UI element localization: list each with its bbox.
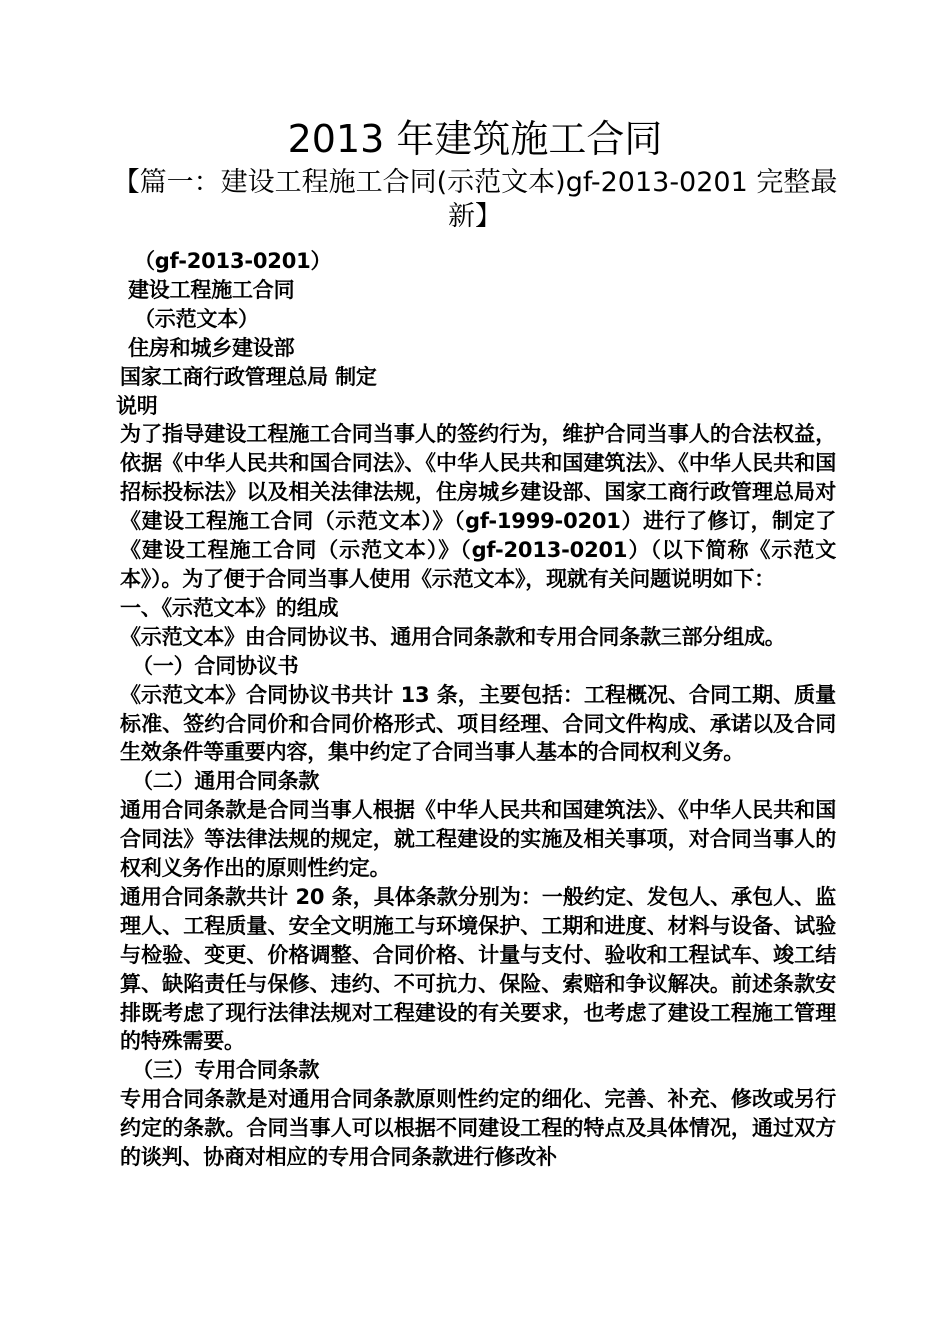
- part2-paragraph-2: 通用合同条款共计 20 条，具体条款分别为：一般约定、发包人、承包人、监理人、工程质量、安全文明施工与环境保护、工期和进度、材料与设备、试验与检验、变更、价格调整、合同价格、计量与支付、验收和工程试车、竣工结算、缺陷责任与保修、违约、不可抗力、保险、索赔和争议解决。前述条款安排既考虑了现行法律法规对工程建设的有关要求，也考虑了建设工程施工管理的特殊需要。: [120, 884, 836, 1054]
- sample-label: （示范文本）: [134, 306, 259, 331]
- ministry-name: 住房和城乡建设部: [128, 335, 295, 360]
- part2-heading: （二）通用合同条款: [132, 769, 320, 794]
- document-body: [116, 247, 836, 1172]
- part3-heading: （三）专用合同条款: [132, 1058, 320, 1083]
- part1-paragraph: 《示范文本》合同协议书共计 13 条，主要包括：工程概况、合同工期、质量标准、签约合同价和合同价格形式、项目经理、合同文件构成、承诺以及合同生效条件等重要内容，集中约定了合同当事人基本的合同权利义务。: [120, 682, 836, 765]
- document-subtitle: 【篇一：建设工程施工合同(示范文本)gf-2013-0201 完整最新】: [112, 167, 838, 232]
- contract-name: 建设工程施工合同: [128, 277, 295, 302]
- bureau-name: 国家工商行政管理总局 制定: [120, 364, 377, 389]
- intro-paragraph: 为了指导建设工程施工合同当事人的签约行为，维护合同当事人的合法权益，依据《中华人民共和国合同法》、《中华人民共和国建筑法》、《中华人民共和国招标投标法》以及相关法律法规，住房城乡建设部、国家工商行政管理总局对《建设工程施工合同（示范文本）》（gf-1999-0201）进行了修订，制定了《建设工程施工合同（示范文本）》（gf-2013-0201）（以下简称《示范文本》）。为了便于合同当事人使用《示范文本》，现就有关问题说明如下：: [120, 422, 836, 591]
- section1-heading: 一、《示范文本》的组成: [120, 595, 339, 620]
- part3-paragraph: 专用合同条款是对通用合同条款原则性约定的细化、完善、补充、修改或另行约定的条款。合同当事人可以根据不同建设工程的特点及具体情况，通过双方的谈判、协商对相应的专用合同条款进行修改补: [120, 1087, 836, 1170]
- explanation-heading: 说明: [116, 393, 158, 418]
- section1-paragraph: 《示范文本》由合同协议书、通用合同条款和专用合同条款三部分组成。: [120, 624, 786, 649]
- contract-code: （gf-2013-0201）: [134, 249, 332, 273]
- document-title: 2013 年建筑施工合同: [287, 117, 663, 161]
- part1-heading: （一）合同协议书: [132, 653, 299, 678]
- part2-paragraph-1: 通用合同条款是合同当事人根据《中华人民共和国建筑法》、《中华人民共和国合同法》等法律法规的规定，就工程建设的实施及相关事项，对合同当事人的权利义务作出的原则性约定。: [120, 798, 836, 881]
